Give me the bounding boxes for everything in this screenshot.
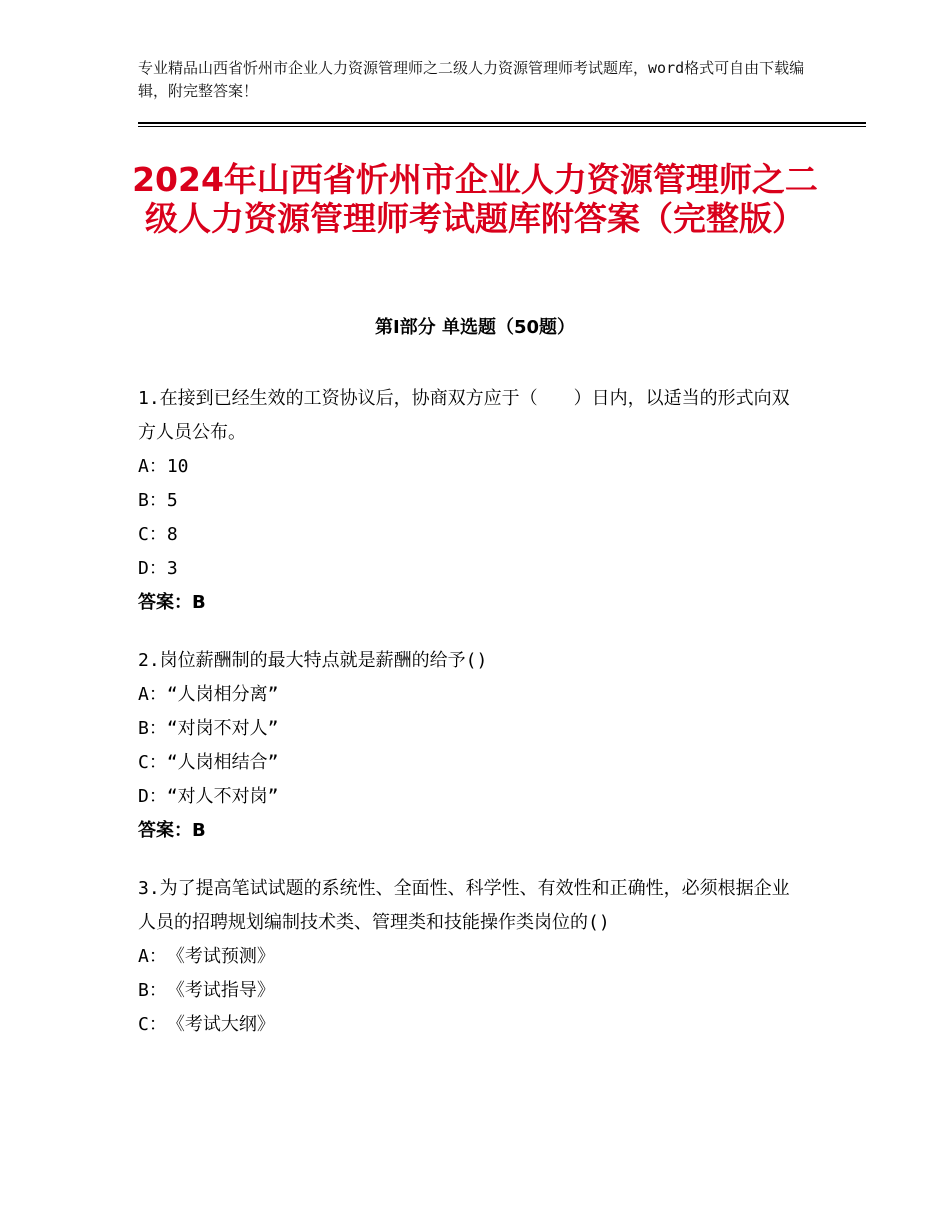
option-a [138, 678, 798, 712]
option-b [138, 484, 798, 518]
option-letter: C： [138, 1014, 167, 1035]
option-text: “人岗相结合” [166, 752, 279, 773]
option-text: 《考试指导》 [166, 980, 275, 1001]
section-title: 第Ⅰ部分 单选题（50题） [374, 317, 575, 338]
option-text: 8 [166, 524, 178, 545]
option-text: 《考试预测》 [166, 946, 275, 967]
header-note: 专业精品山西省忻州市企业人力资源管理师之二级人力资源管理师考试题库，word格式可自由下载编辑，附完整答案！ [138, 59, 805, 100]
question-1 [138, 382, 798, 620]
option-text: “对岗不对人” [166, 718, 279, 739]
option-d [138, 552, 798, 586]
option-letter: B： [138, 718, 167, 739]
option-d [138, 780, 798, 814]
option-c [138, 518, 798, 552]
answer-line: 答案：B [138, 820, 206, 841]
header-rule-thin [138, 126, 866, 127]
option-text: 3 [166, 558, 178, 579]
question-list [138, 382, 798, 1066]
option-text: “对人不对岗” [166, 786, 279, 807]
option-letter: B： [138, 980, 167, 1001]
document-title: 2024年山西省忻州市企业人力资源管理师之二级人力资源管理师考试题库附答案（完整版） [132, 160, 818, 238]
option-a [138, 940, 798, 974]
option-text: “人岗相分离” [166, 684, 279, 705]
option-letter: B： [138, 490, 167, 511]
answer-line: 答案：B [138, 592, 206, 613]
option-letter: C： [138, 752, 167, 773]
option-letter: A： [138, 684, 167, 705]
option-b [138, 712, 798, 746]
question-stem: 1.在接到已经生效的工资协议后，协商双方应于（ ）日内，以适当的形式向双方人员公布。 [138, 388, 790, 443]
option-text: 《考试大纲》 [166, 1014, 275, 1035]
option-letter: D： [138, 558, 167, 579]
option-letter: A： [138, 456, 167, 477]
option-c [138, 746, 798, 780]
option-b [138, 974, 798, 1008]
option-c [138, 1008, 798, 1042]
option-letter: A： [138, 946, 167, 967]
option-letter: C： [138, 524, 167, 545]
question-3 [138, 872, 798, 1042]
question-2 [138, 644, 798, 848]
option-text: 5 [166, 490, 178, 511]
question-stem: 2.岗位薪酬制的最大特点就是薪酬的给予() [138, 650, 488, 671]
header-rule-thick [138, 122, 866, 124]
option-a [138, 450, 798, 484]
option-text: 10 [166, 456, 189, 477]
option-letter: D： [138, 786, 167, 807]
question-stem: 3.为了提高笔试试题的系统性、全面性、科学性、有效性和正确性，必须根据企业人员的招聘规划编制技术类、管理类和技能操作类岗位的() [138, 878, 790, 933]
